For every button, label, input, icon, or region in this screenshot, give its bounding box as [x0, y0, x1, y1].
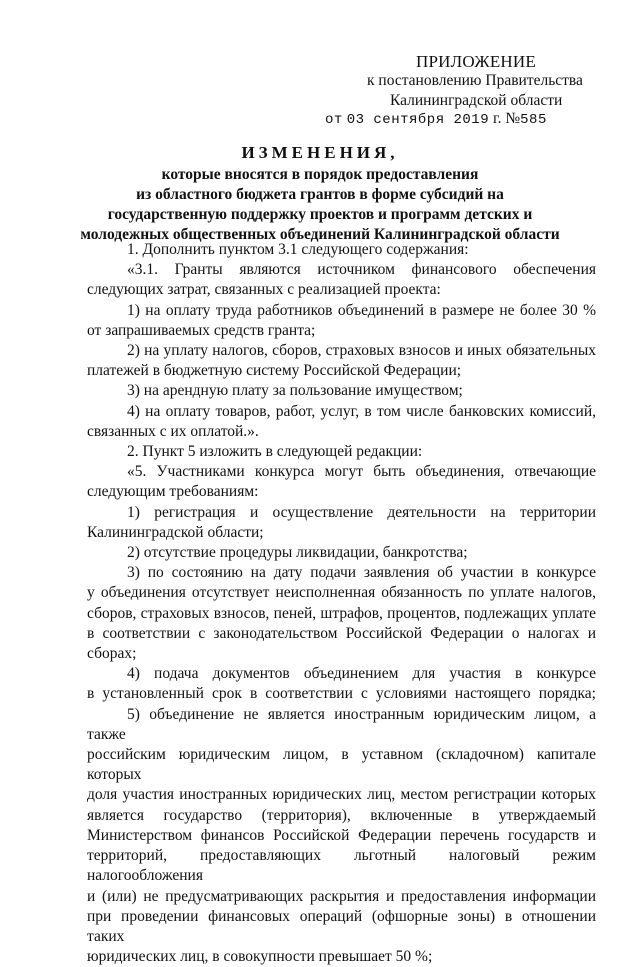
body-line: Калининградской области; — [87, 523, 264, 541]
body-line: 3) по состоянию на дату подачи заявления об участии в конкурсе — [127, 564, 596, 582]
body-line: при проведении финансовых операций (офшорные зоны) в отношении таких — [87, 907, 596, 945]
body-line: связанных с их оплатой.». — [87, 422, 259, 440]
body-line: в установленный срок в соответствии с условиями настоящего порядка; — [87, 685, 596, 703]
title-line: которые вносятся в порядок предоставления — [161, 166, 479, 183]
document-title — [0, 143, 640, 245]
body-line: у объединения отсутствует неисполненная обязанность по уплате налогов, — [87, 584, 596, 602]
body-line: сборах; — [87, 645, 137, 663]
body-line: территорий, предоставляющих льготный налоговый режим налогообложения — [87, 847, 596, 885]
body-line: «5. Участниками конкурса могут быть объединения, отвечающие — [127, 463, 596, 481]
body-line: 2) отсутствие процедуры ликвидации, банкротства; — [127, 544, 468, 562]
appendix-date-line — [325, 110, 547, 128]
body-line: от запрашиваемых средств гранта; — [87, 321, 316, 339]
body-line: доля участия иностранных юридических лиц, местом регистрации которых — [87, 786, 596, 804]
body-line: 1. Дополнить пунктом 3.1 следующего содержания: — [127, 241, 469, 258]
date-prefix: от — [325, 112, 343, 128]
body-line: в соответствии с законодательством Российской Федерации о налогах и — [87, 624, 596, 642]
body-line: юридических лиц, в совокупности превышает 50 %; — [87, 948, 433, 966]
document-number: 585 — [520, 112, 547, 128]
title-line: из областного бюджета грантов в форме субсидий на — [136, 186, 504, 203]
body-line: 2. Пункт 5 изложить в следующей редакции: — [127, 443, 423, 461]
appendix-line-1: к постановлению Правительства — [367, 72, 583, 89]
body-line: 3) на арендную плату за пользование имуществом; — [127, 382, 463, 400]
title-line: государственную поддержку проектов и программ детских и — [107, 206, 533, 223]
body-line: следующих затрат, связанных с реализацией проекта: — [87, 281, 441, 299]
body-line: и (или) не предусматривающих раскрытия и предоставления информации — [87, 887, 596, 905]
body-line: 1) на оплату труда работников объединений в размере не более 30 % — [127, 301, 596, 319]
body-line: 5) объединение не является иностранным юридическим лицом, а также — [87, 705, 596, 743]
body-line: следующим требованиям: — [87, 483, 259, 501]
year-suffix: г. — [492, 110, 502, 127]
number-sign: № — [505, 110, 521, 127]
title-heading: ИЗМЕНЕНИЯ, — [241, 143, 399, 162]
body-line: платежей в бюджетную систему Российской Федерации; — [87, 362, 462, 380]
appendix-title: ПРИЛОЖЕНИЕ — [416, 52, 536, 71]
body-line: 4) подача документов объединением для участия в конкурсе — [127, 665, 596, 683]
date-value: 03 сентября 2019 — [346, 112, 490, 128]
body-line: 1) регистрация и осуществление деятельности на территории — [127, 503, 596, 521]
body-line: является государство (территория), включенные в утверждаемый — [87, 806, 596, 824]
document-body — [87, 240, 596, 967]
body-line: 2) на уплату налогов, сборов, страховых взносов и иных обязательных — [127, 342, 596, 360]
body-line: «3.1. Гранты являются источником финансового обеспечения — [127, 261, 596, 279]
body-line: российским юридическим лицом, в уставном (складочном) капитале которых — [87, 746, 596, 784]
appendix-line-2: Калининградской области — [390, 92, 563, 109]
title-line: молодежных общественных объединений Калининградской области — [80, 226, 560, 243]
body-line: Министерством финансов Российской Федерации перечень государств и — [87, 826, 596, 844]
body-line: 4) на оплату товаров, работ, услуг, в том числе банковских комиссий, — [127, 402, 596, 420]
body-line: сборов, страховых взносов, пеней, штрафов, процентов, подлежащих уплате — [87, 604, 596, 622]
